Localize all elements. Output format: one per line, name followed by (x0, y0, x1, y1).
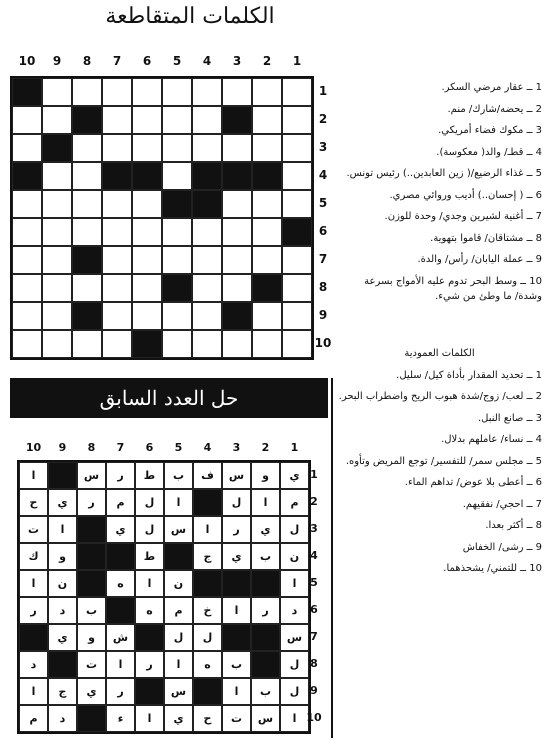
row-number: 8 (318, 280, 328, 294)
solution-cell: ل (222, 489, 251, 516)
row-number: 7 (310, 630, 318, 643)
grid-cell[interactable] (72, 162, 102, 190)
black-cell (77, 570, 106, 597)
grid-cell[interactable] (12, 274, 42, 302)
black-cell (132, 330, 162, 358)
black-cell (193, 678, 222, 705)
grid-cell[interactable] (42, 162, 72, 190)
grid-cell[interactable] (42, 106, 72, 134)
horizontal-clue: 4 ــ قطـ/ والد( معكوسة). (436, 146, 542, 158)
row-number: 9 (318, 308, 328, 322)
black-cell (135, 624, 164, 651)
solution-cell: ي (222, 543, 251, 570)
grid-cell[interactable] (72, 274, 102, 302)
horizontal-clue: 2 ــ يحضه/شارك/ منم. (447, 103, 542, 115)
black-cell (48, 651, 77, 678)
solution-cell: ر (222, 516, 251, 543)
solution-grid (17, 460, 311, 734)
vertical-clues-list (337, 368, 542, 577)
horizontal-clue: 1 ــ عقار مرضي السكر. (441, 82, 542, 93)
grid-cell[interactable] (192, 218, 222, 246)
black-cell (42, 134, 72, 162)
black-cell (222, 570, 251, 597)
solution-cell: ا (164, 651, 193, 678)
solution-cell: ب (251, 678, 280, 705)
grid-cell[interactable] (222, 190, 252, 218)
grid-cell[interactable] (102, 218, 132, 246)
solution-cell: ك (19, 543, 48, 570)
solution-cell: س (164, 516, 193, 543)
row-number: 10 (306, 711, 322, 724)
row-number: 5 (310, 576, 318, 589)
grid-cell[interactable] (12, 134, 42, 162)
horizontal-clues (337, 80, 542, 311)
black-cell (252, 274, 282, 302)
row-number: 10 (314, 336, 332, 350)
solution-cell: و (251, 462, 280, 489)
crossword-grid[interactable] (10, 76, 314, 360)
grid-cell[interactable] (162, 78, 192, 106)
solution-cell: ل (164, 624, 193, 651)
solution-cell: ر (135, 651, 164, 678)
column-number: 2 (262, 54, 272, 68)
column-number: 8 (82, 54, 92, 68)
solution-cell: ي (251, 516, 280, 543)
grid-cell[interactable] (72, 330, 102, 358)
solution-cell: ه (135, 597, 164, 624)
black-cell (222, 302, 252, 330)
vertical-clue: 4 ــ نساء/ عاملهم بدلال. (441, 434, 542, 445)
column-number: 5 (172, 54, 182, 68)
solution-cell: ح (19, 489, 48, 516)
solution-cell: ا (19, 678, 48, 705)
grid-cell[interactable] (102, 190, 132, 218)
grid-cell[interactable] (42, 190, 72, 218)
solution-cell: م (19, 705, 48, 732)
row-number: 1 (310, 468, 318, 481)
black-cell (135, 678, 164, 705)
solution-cell: ي (77, 678, 106, 705)
solution-cell: ر (106, 678, 135, 705)
solution-cell: ه (106, 570, 135, 597)
solution-cell: ر (106, 462, 135, 489)
solution-cell: د (48, 705, 77, 732)
grid-cell[interactable] (162, 218, 192, 246)
grid-cell[interactable] (192, 106, 222, 134)
black-cell (102, 162, 132, 190)
solution-cell: ا (251, 489, 280, 516)
grid-cell[interactable] (222, 218, 252, 246)
grid-cell[interactable] (252, 302, 282, 330)
black-cell (251, 651, 280, 678)
black-cell (12, 78, 42, 106)
puzzle-row-numbers (312, 77, 334, 357)
solution-cell: م (106, 489, 135, 516)
horizontal-clue: 7 ــ أغنية لشيرين وجدي/ وحدة للوزن. (384, 211, 542, 222)
grid-cell[interactable] (282, 162, 312, 190)
grid-cell[interactable] (162, 134, 192, 162)
horizontal-clue: 5 ــ غذاء الرضيع/( زين العابدين..) رئيس تونس. (346, 168, 542, 179)
row-number: 4 (318, 168, 328, 182)
black-cell (222, 106, 252, 134)
grid-cell[interactable] (102, 134, 132, 162)
column-number: 4 (203, 441, 212, 454)
solution-cell: ج (48, 678, 77, 705)
solution-cell: د (48, 597, 77, 624)
grid-cell[interactable] (162, 162, 192, 190)
black-cell (193, 489, 222, 516)
solution-cell: و (77, 624, 106, 651)
solution-cell: ه (193, 651, 222, 678)
vertical-clue: 2 ــ لعب/ زوج/شدة هبوب الريح واضطراب البحر. (338, 391, 542, 402)
solution-cell: س (77, 462, 106, 489)
row-number: 3 (318, 140, 328, 154)
grid-cell[interactable] (102, 302, 132, 330)
grid-cell[interactable] (12, 106, 42, 134)
grid-cell[interactable] (12, 190, 42, 218)
black-cell (192, 162, 222, 190)
solution-cell: ر (19, 597, 48, 624)
grid-cell[interactable] (102, 274, 132, 302)
column-number: 4 (202, 54, 212, 68)
solution-cell: س (164, 678, 193, 705)
column-number: 3 (232, 441, 241, 454)
black-cell (252, 162, 282, 190)
black-cell (193, 570, 222, 597)
black-cell (72, 246, 102, 274)
vertical-clue: 7 ــ احجي/ نفقيهم. (462, 498, 542, 510)
black-cell (222, 162, 252, 190)
grid-cell[interactable] (252, 134, 282, 162)
solution-cell: ل (280, 651, 309, 678)
row-number: 3 (310, 522, 318, 535)
grid-cell[interactable] (102, 78, 132, 106)
row-number: 7 (318, 252, 328, 266)
black-cell (72, 302, 102, 330)
column-number: 5 (174, 441, 183, 454)
solution-cell: ل (280, 678, 309, 705)
column-number: 3 (232, 54, 242, 68)
grid-cell[interactable] (282, 330, 312, 358)
solution-cell: س (222, 462, 251, 489)
solution-cell: ا (280, 570, 309, 597)
grid-cell[interactable] (222, 330, 252, 358)
vertical-clue: 9 ــ رشى/ الخفاش (462, 541, 542, 553)
grid-cell[interactable] (42, 218, 72, 246)
solution-cell: ل (280, 516, 309, 543)
solution-cell: ط (135, 543, 164, 570)
solution-cell: ا (135, 705, 164, 732)
solution-row-numbers (304, 461, 324, 731)
solution-cell: م (164, 597, 193, 624)
solution-cell: ي (280, 462, 309, 489)
black-cell (77, 543, 106, 570)
grid-cell[interactable] (12, 302, 42, 330)
solution-cell: ت (19, 516, 48, 543)
grid-cell[interactable] (252, 246, 282, 274)
solution-cell: خ (193, 597, 222, 624)
vertical-clues (337, 346, 542, 583)
page-title: الكلمات المتقاطعة (105, 4, 275, 29)
grid-cell[interactable] (222, 274, 252, 302)
solution-cell: ا (106, 651, 135, 678)
grid-cell[interactable] (222, 78, 252, 106)
grid-cell[interactable] (282, 106, 312, 134)
column-number: 2 (261, 441, 270, 454)
solution-cell: ل (135, 489, 164, 516)
grid-cell[interactable] (282, 246, 312, 274)
grid-cell[interactable] (42, 302, 72, 330)
black-cell (19, 624, 48, 651)
column-number: 6 (145, 441, 154, 454)
solution-cell: ا (135, 570, 164, 597)
solution-cell: ء (106, 705, 135, 732)
column-number: 7 (116, 441, 125, 454)
solution-cell: ا (280, 705, 309, 732)
grid-cell[interactable] (252, 330, 282, 358)
column-number: 9 (58, 441, 67, 454)
row-number: 4 (310, 549, 318, 562)
vertical-clue: 5 ــ مجلس سمر/ للتفسير/ توجع المريض وتأوه. (345, 455, 542, 467)
row-number: 5 (318, 196, 328, 210)
grid-cell[interactable] (222, 134, 252, 162)
grid-cell[interactable] (132, 246, 162, 274)
solution-cell: ا (19, 462, 48, 489)
grid-cell[interactable] (102, 246, 132, 274)
grid-cell[interactable] (72, 78, 102, 106)
solution-cell: ب (77, 597, 106, 624)
grid-cell[interactable] (102, 106, 132, 134)
solution-cell: ب (222, 651, 251, 678)
solution-cell: ش (106, 624, 135, 651)
horizontal-clue: 8 ــ مشتاقان/ قاموا بتهوية. (430, 232, 542, 244)
solution-cell: ي (48, 489, 77, 516)
grid-cell[interactable] (102, 330, 132, 358)
column-number: 6 (142, 54, 152, 68)
grid-cell[interactable] (42, 246, 72, 274)
horizontal-clue: 3 ــ مكوك فضاء أمريكي. (438, 125, 542, 136)
row-number: 6 (318, 224, 328, 238)
black-cell (72, 106, 102, 134)
black-cell (162, 190, 192, 218)
row-number: 8 (310, 657, 318, 670)
black-cell (192, 190, 222, 218)
horizontal-clue: 10 ــ وسط البحر تدوم عليه الأمواج بسرعة وشدة/ ما وطئ من شيء. (364, 275, 542, 302)
black-cell (106, 597, 135, 624)
grid-cell[interactable] (192, 78, 222, 106)
solution-cell: ط (135, 462, 164, 489)
column-number: 10 (25, 441, 42, 454)
black-cell (282, 218, 312, 246)
black-cell (251, 570, 280, 597)
grid-cell[interactable] (12, 218, 42, 246)
grid-cell[interactable] (192, 134, 222, 162)
grid-cell[interactable] (42, 78, 72, 106)
grid-cell[interactable] (132, 218, 162, 246)
solution-cell: ح (193, 705, 222, 732)
black-cell (251, 624, 280, 651)
grid-cell[interactable] (132, 190, 162, 218)
column-number: 7 (112, 54, 122, 68)
row-number: 9 (310, 684, 318, 697)
grid-cell[interactable] (282, 134, 312, 162)
row-number: 2 (318, 112, 328, 126)
grid-cell[interactable] (162, 302, 192, 330)
black-cell (164, 543, 193, 570)
vertical-clue: 1 ــ تحديد المقدار بأداة كيل/ سليل. (396, 369, 542, 381)
solution-cell: ا (164, 489, 193, 516)
solution-cell: ا (222, 678, 251, 705)
solution-cell: ن (48, 570, 77, 597)
grid-cell[interactable] (192, 274, 222, 302)
black-cell (77, 705, 106, 732)
vertical-clue: 3 ــ صانع النبل. (477, 412, 542, 424)
grid-cell[interactable] (252, 78, 282, 106)
horizontal-clue: 9 ــ عملة اليابان/ رأس/ والدة. (417, 254, 542, 265)
solution-cell: د (280, 597, 309, 624)
black-cell (162, 274, 192, 302)
solution-cell: ن (280, 543, 309, 570)
grid-cell[interactable] (192, 246, 222, 274)
grid-cell[interactable] (252, 190, 282, 218)
column-number: 10 (18, 54, 36, 68)
grid-cell[interactable] (282, 78, 312, 106)
grid-cell[interactable] (132, 134, 162, 162)
solution-cell: د (19, 651, 48, 678)
grid-cell[interactable] (42, 330, 72, 358)
solution-cell: ن (164, 570, 193, 597)
solution-cell: س (251, 705, 280, 732)
solution-column-numbers (19, 441, 309, 454)
column-number: 1 (292, 54, 302, 68)
grid-cell[interactable] (72, 218, 102, 246)
grid-cell[interactable] (162, 246, 192, 274)
solution-cell: ل (135, 516, 164, 543)
grid-cell[interactable] (162, 106, 192, 134)
solution-cell: ت (222, 705, 251, 732)
vertical-clues-title: الكلمات العمودية (404, 348, 475, 359)
solution-cell: ر (251, 597, 280, 624)
grid-cell[interactable] (72, 134, 102, 162)
grid-cell[interactable] (132, 106, 162, 134)
grid-cell[interactable] (192, 302, 222, 330)
solution-cell: ي (106, 516, 135, 543)
column-number: 1 (290, 441, 299, 454)
grid-cell[interactable] (282, 274, 312, 302)
solution-cell: ي (164, 705, 193, 732)
black-cell (132, 162, 162, 190)
solution-cell: س (280, 624, 309, 651)
solution-cell: م (280, 489, 309, 516)
grid-cell[interactable] (72, 190, 102, 218)
row-number: 6 (310, 603, 318, 616)
row-number: 1 (318, 84, 328, 98)
grid-cell[interactable] (12, 246, 42, 274)
column-number: 9 (52, 54, 62, 68)
solution-cell: ا (48, 516, 77, 543)
solution-cell: ت (77, 651, 106, 678)
grid-cell[interactable] (282, 190, 312, 218)
vertical-clue: 8 ــ أكثر بعدا. (485, 520, 542, 531)
solution-cell: ا (222, 597, 251, 624)
grid-cell[interactable] (132, 274, 162, 302)
column-number: 8 (87, 441, 96, 454)
grid-cell[interactable] (42, 274, 72, 302)
solution-cell: ب (164, 462, 193, 489)
solution-cell: و (48, 543, 77, 570)
black-cell (12, 162, 42, 190)
solution-cell: ي (48, 624, 77, 651)
solution-cell: ج (193, 543, 222, 570)
grid-cell[interactable] (192, 330, 222, 358)
puzzle-column-numbers (12, 54, 312, 68)
divider-line (331, 378, 333, 738)
black-cell (106, 543, 135, 570)
previous-solution-banner: حل العدد السابق (10, 378, 328, 418)
grid-cell[interactable] (282, 302, 312, 330)
black-cell (48, 462, 77, 489)
horizontal-clue: 6 ــ ( إحسان..) أديب وروائي مصري. (389, 189, 542, 201)
grid-cell[interactable] (132, 78, 162, 106)
solution-cell: ر (77, 489, 106, 516)
grid-cell[interactable] (222, 246, 252, 274)
solution-cell: ف (193, 462, 222, 489)
solution-cell: ا (193, 516, 222, 543)
black-cell (222, 624, 251, 651)
grid-cell[interactable] (132, 302, 162, 330)
solution-cell: ل (193, 624, 222, 651)
solution-cell: ب (251, 543, 280, 570)
black-cell (77, 516, 106, 543)
grid-cell[interactable] (12, 330, 42, 358)
grid-cell[interactable] (252, 106, 282, 134)
solution-cell: ا (19, 570, 48, 597)
vertical-clue: 6 ــ أعطى بلا عوض/ تداهم الماء. (404, 477, 542, 488)
grid-cell[interactable] (252, 218, 282, 246)
row-number: 2 (310, 495, 318, 508)
vertical-clue: 10 ــ للتمني/ يشحذهما. (443, 563, 542, 574)
grid-cell[interactable] (162, 330, 192, 358)
